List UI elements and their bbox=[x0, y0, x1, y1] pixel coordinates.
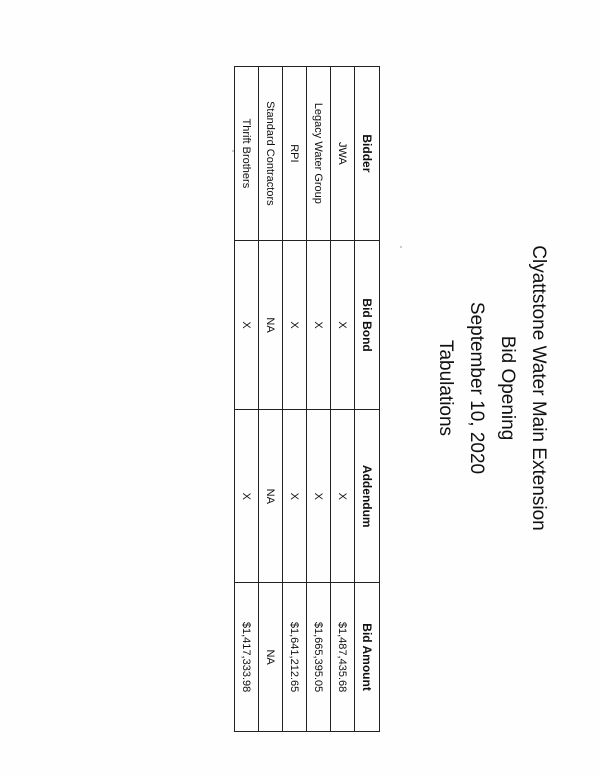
rotated-document bbox=[20, 28, 580, 748]
bid-amount-cell: $1,665,395.05 bbox=[307, 583, 331, 732]
event-date: September 10, 2020 bbox=[466, 301, 487, 475]
document-header bbox=[430, 28, 580, 748]
table-row bbox=[235, 67, 259, 732]
addendum-cell: X bbox=[283, 410, 307, 583]
bid-amount-cell: NA bbox=[259, 583, 283, 732]
addendum-cell: X bbox=[307, 410, 331, 583]
table-row bbox=[331, 67, 355, 732]
column-header-bid-amount: Bid Amount bbox=[355, 583, 380, 732]
table-row bbox=[283, 67, 307, 732]
bid-amount-cell: $1,417,333.98 bbox=[235, 583, 259, 732]
table-row bbox=[307, 67, 331, 732]
table-row bbox=[259, 67, 283, 732]
bid-amount-cell: $1,641,212.65 bbox=[283, 583, 307, 732]
addendum-cell: X bbox=[331, 410, 355, 583]
event-title: Bid Opening bbox=[497, 335, 518, 441]
column-header-bidder: Bidder bbox=[355, 67, 380, 241]
project-title: Clyattstone Water Main Extension bbox=[528, 245, 549, 531]
addendum-cell: X bbox=[235, 410, 259, 583]
bidder-cell: JWA bbox=[331, 67, 355, 241]
bid-bond-cell: X bbox=[331, 240, 355, 410]
bid-bond-cell: NA bbox=[259, 240, 283, 410]
table-header-row bbox=[355, 67, 380, 732]
bidder-cell: Legacy Water Group bbox=[307, 67, 331, 241]
bid-tabulation-table bbox=[234, 66, 380, 732]
bid-bond-cell: X bbox=[235, 240, 259, 410]
bidder-cell: RPI bbox=[283, 67, 307, 241]
bid-bond-cell: X bbox=[307, 240, 331, 410]
bidder-cell: Standard Contractors bbox=[259, 67, 283, 241]
column-header-bid-bond: Bid Bond bbox=[355, 240, 380, 410]
column-header-addendum: Addendum bbox=[355, 410, 380, 583]
bid-bond-cell: X bbox=[283, 240, 307, 410]
addendum-cell: NA bbox=[259, 410, 283, 583]
bid-amount-cell: $1,487,435.68 bbox=[331, 583, 355, 732]
bidder-cell: Thrift Brothers bbox=[235, 67, 259, 241]
section-title: Tabulations bbox=[435, 339, 456, 437]
